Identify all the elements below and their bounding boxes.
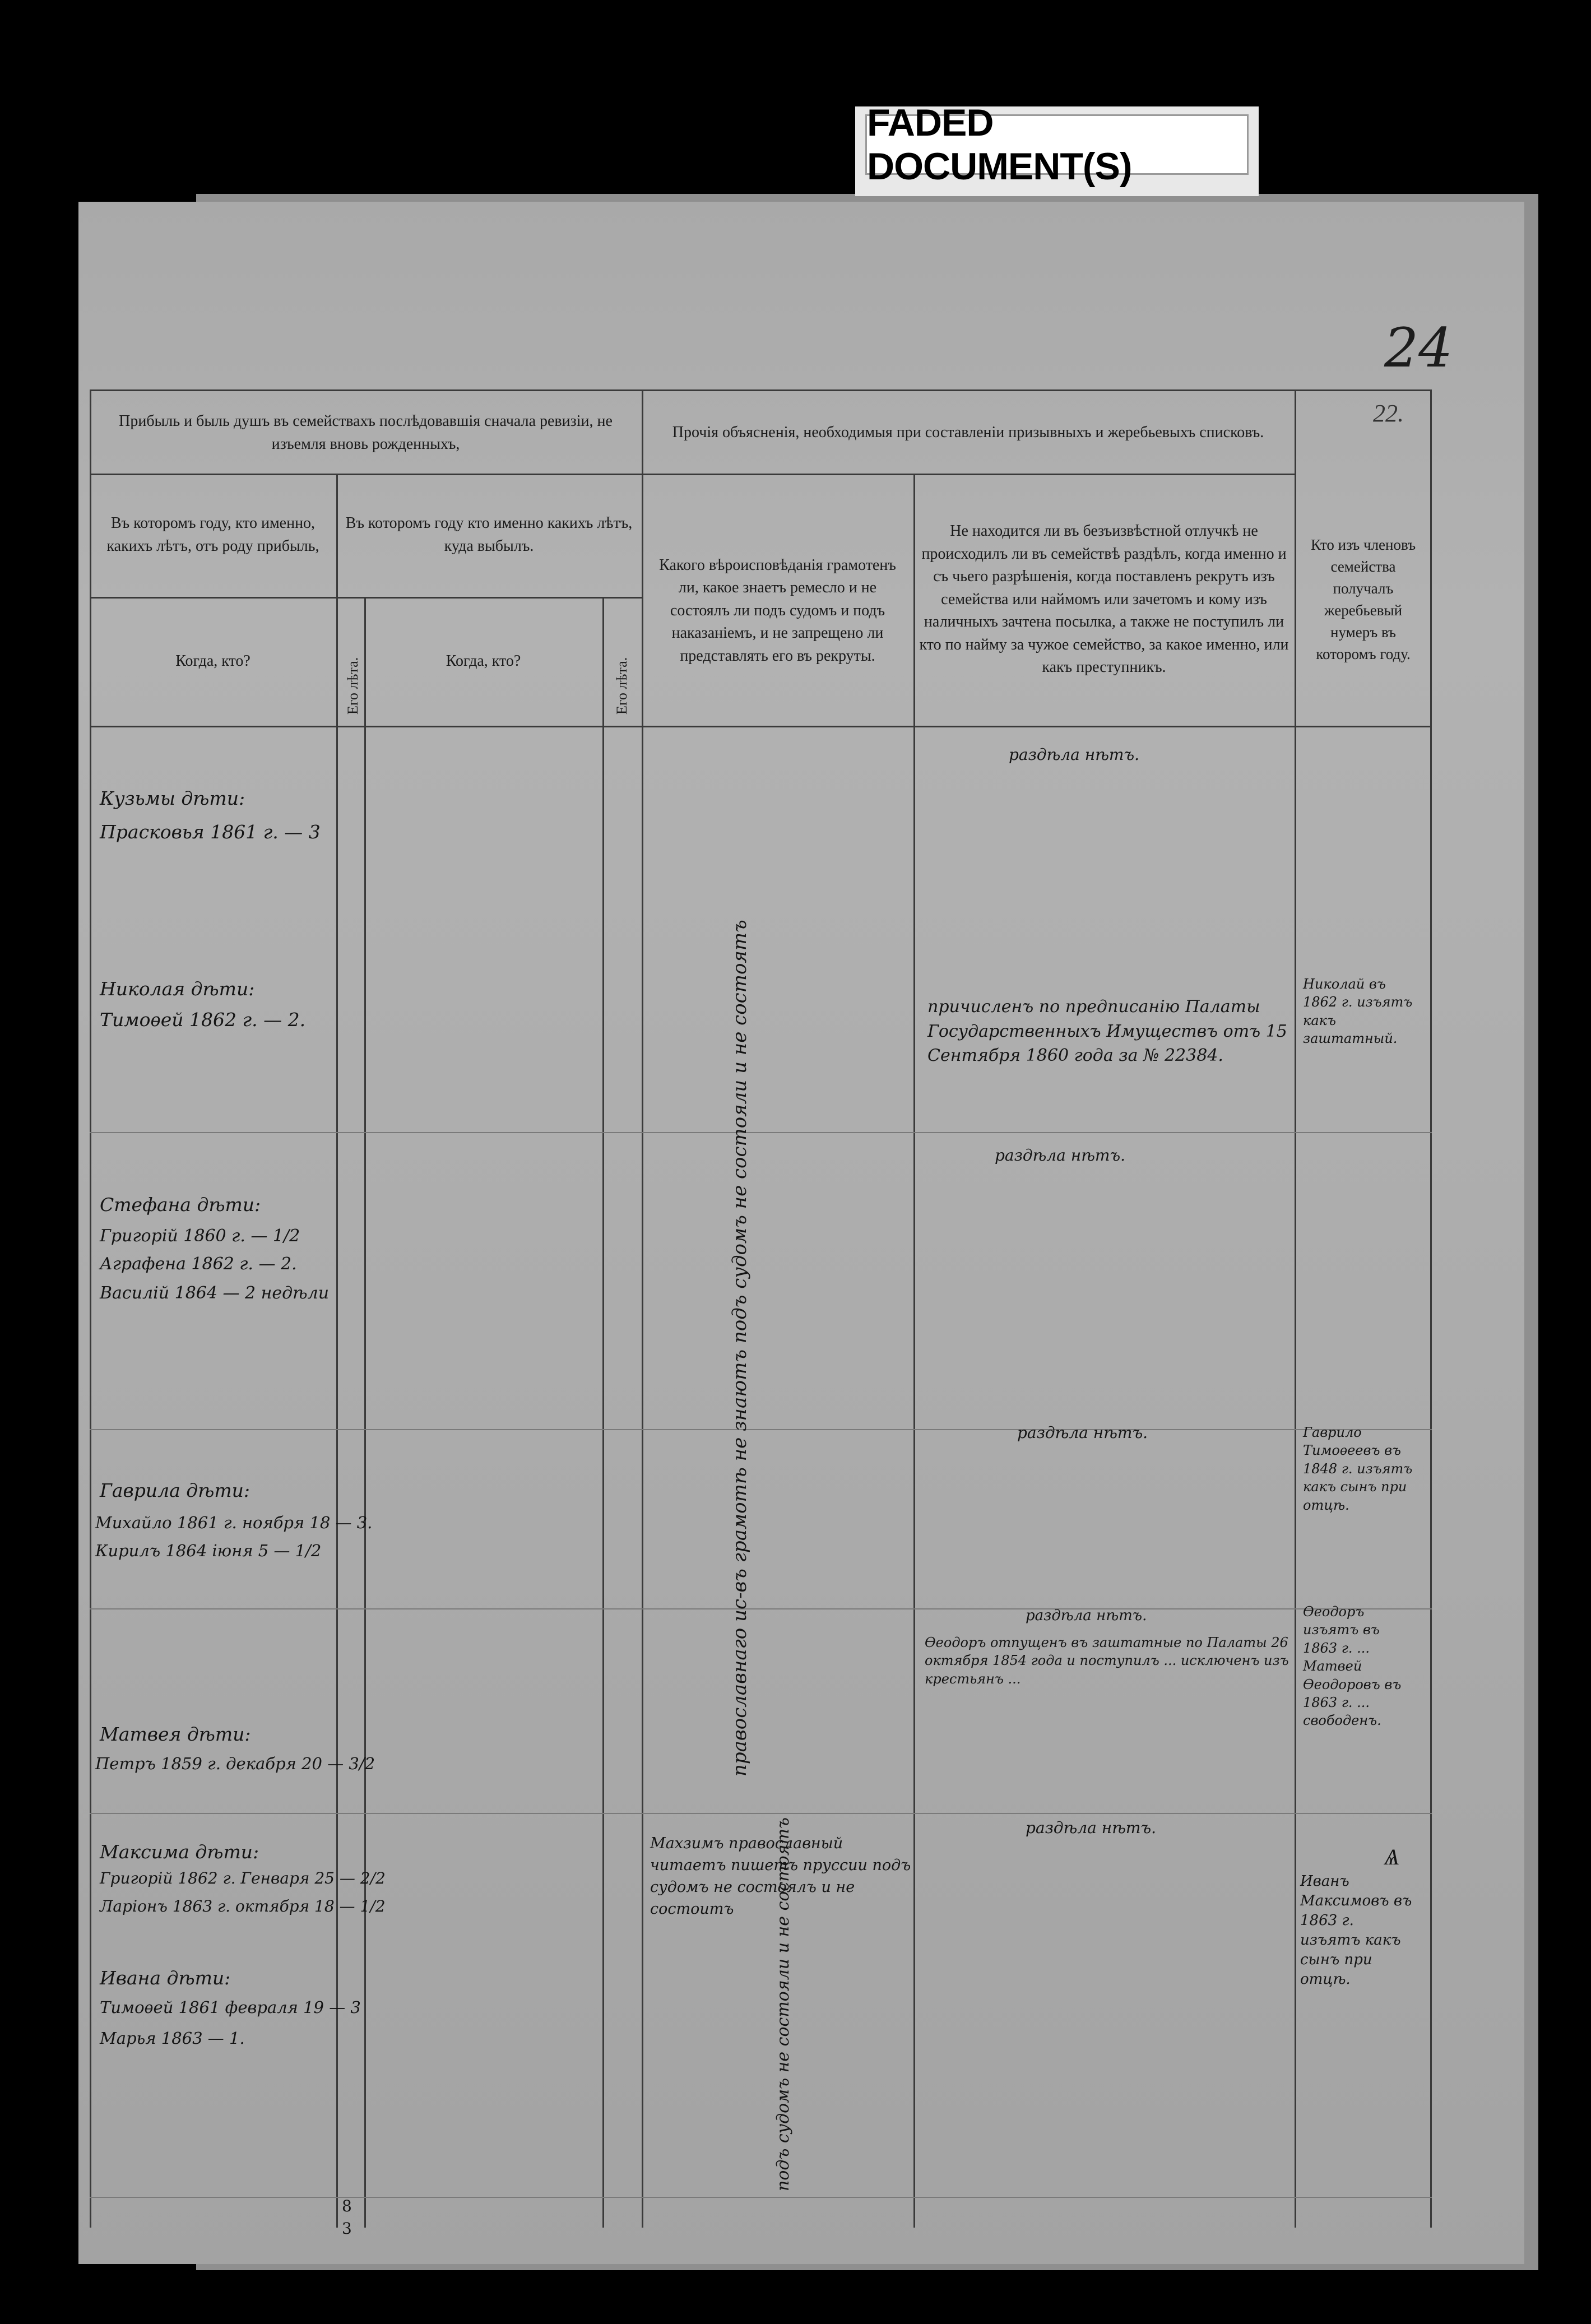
entry-head: Гаврила дѣти:	[100, 1479, 250, 1501]
entry-line: Марья 1863 — 1.	[100, 2029, 245, 2048]
header-arrived: Въ которомъ году, кто именно, какихъ лѣтъ, отъ роду прибыль,	[106, 514, 319, 555]
faded-document-stamp	[855, 101, 1259, 196]
header-religion: Какого вѣроисповѣданія грамотенъ ли, какое знаетъ ремесло и не состоялъ ли подъ судомъ и подъ наказаніемъ, и не запрещено ли представлять его въ рекруты.	[659, 556, 896, 665]
col-divider-age-2	[602, 597, 604, 2228]
lot-note: Ѳеодоръ изъятъ въ 1863 г. ... Матвей Ѳеодоровъ въ 1863 г. ... свободенъ.	[1303, 1604, 1402, 1729]
absence-note: раздѣла нѣтъ.	[1026, 1607, 1147, 1624]
table-right-border	[1430, 389, 1432, 2228]
header-group-left: Прибыль и быль душъ въ семействахъ послѣдовавшія сначала ревизіи, не изъемля вновь рожденныхъ,	[119, 412, 613, 453]
total-value: 8	[342, 2197, 352, 2215]
lot-note: Николай въ 1862 г. изъятъ какъ заштатный.	[1303, 976, 1413, 1047]
col-divider-arrived	[336, 474, 338, 2228]
header-lot: Кто изъ членовъ семейства получалъ жеребьевый нумеръ въ которомъ году.	[1310, 536, 1416, 663]
row-separator	[90, 1429, 1432, 1430]
subheader-underline	[90, 597, 642, 599]
header-age-1: Его лѣта.	[345, 657, 361, 715]
absence-note: Ѳеодоръ отпущенъ въ заштатные по Палаты 26 октября 1854 года и поступилъ ... исключенъ изъ крестьянъ ...	[925, 1635, 1289, 1687]
entry-line: Григорій 1860 г. — 1/2	[100, 1226, 300, 1246]
table-left-border	[90, 389, 91, 2228]
entry-line: Прасковья 1861 г. — 3	[100, 821, 321, 843]
entry-line: Аграфена 1862 г. — 2.	[100, 1254, 297, 1274]
row-separator	[90, 1608, 1432, 1609]
lot-column-divider	[1295, 389, 1296, 2228]
entry-line: Тимоѳей 1861 февраля 19 — 3	[100, 1998, 361, 2017]
group-right-underline	[642, 474, 1295, 475]
religion-note: Махзимъ православный читаетъ пишетъ пруссии подъ судомъ не состоялъ и не состоитъ	[650, 1835, 911, 1918]
absence-note: раздѣла нѣтъ.	[995, 1146, 1126, 1165]
group-divider	[642, 389, 643, 2228]
row-separator	[90, 1132, 1432, 1133]
entry-line: Петръ 1859 г. декабря 20 — 3/2	[95, 1754, 375, 1773]
entry-line: Ларіонъ 1863 г. октября 18 — 1/2	[100, 1897, 386, 1915]
entry-line: Тимоѳей 1862 г. — 2.	[100, 1009, 306, 1031]
entry-head: Максима дѣти:	[100, 1841, 259, 1863]
header-group-right: Прочія объясненія, необходимыя при составленіи призывныхъ и жеребьевыхъ списковъ.	[672, 424, 1264, 442]
col-divider-age-1	[364, 597, 366, 2228]
header-departed: Въ которомъ году кто именно какихъ лѣтъ, куда выбылъ.	[345, 514, 633, 555]
header-bottom-border	[90, 726, 1432, 727]
total-value: 3	[342, 2219, 352, 2238]
religion-note-vertical: подъ судомъ не состояли и не состоятъ	[773, 1817, 793, 2191]
header-absence: Не находится ли въ безъизвѣстной отлучкѣ не происходилъ ли въ семействѣ раздѣлъ, когда именно и съ чьего разрѣшенія, когда поставленъ рекрутъ изъ семейства или наймомъ или зачетомъ и кому изъ наличныхъ зачтена посылка, а также не поступилъ ли кто по найму за чужое семейство, за какое именно, или какъ преступникъ.	[919, 522, 1289, 676]
entry-line: Григорій 1862 г. Генваря 25 — 2/2	[100, 1869, 386, 1887]
lot-note: Иванъ Максимовъ въ 1863 г. изъятъ какъ сынъ при отцѣ.	[1300, 1873, 1412, 1988]
page-index: 22.	[1373, 400, 1404, 427]
entry-head: Ивана дѣти:	[100, 1967, 231, 1989]
entry-head: Матвея дѣти:	[100, 1723, 251, 1745]
entry-head: Николая дѣти:	[100, 978, 255, 1000]
lot-note: Гаврило Тимоѳеевъ въ 1848 г. изъятъ какъ сынъ при отцѣ.	[1303, 1425, 1413, 1513]
ledger-table	[90, 389, 1432, 2228]
row-separator	[90, 2197, 1432, 2198]
col-divider-religion	[913, 474, 915, 2228]
entry-head: Кузьмы дѣти:	[100, 787, 245, 809]
religion-note-vertical: православнаго ис-въ грамотѣ не знаютъ подъ судомъ не состояли и не состоятъ	[729, 920, 751, 1776]
lot-mark: Ѧ	[1384, 1844, 1400, 1870]
group-left-underline	[90, 474, 642, 475]
row-separator	[90, 1813, 1432, 1814]
entry-head: Стефана дѣти:	[100, 1194, 261, 1216]
entry-line: Михайло 1861 г. ноября 18 — 3.	[95, 1513, 373, 1532]
header-when-who-2: Когда, кто?	[446, 652, 521, 670]
absence-note: причисленъ по предписанію Палаты Государственныхъ Имуществъ отъ 15 Сентября 1860 года за № 22384.	[927, 997, 1287, 1065]
entry-line: Василій 1864 — 2 недѣли	[100, 1283, 330, 1303]
stamp-label: FADED DOCUMENT(S)	[865, 114, 1249, 175]
header-age-2: Его лѣта.	[614, 657, 630, 715]
page-number: 24	[1384, 317, 1453, 379]
table-top-border	[90, 389, 1432, 391]
absence-note: раздѣла нѣтъ.	[1017, 1423, 1148, 1442]
absence-note: раздѣла нѣтъ.	[1009, 745, 1140, 764]
absence-note: раздѣла нѣтъ.	[1026, 1819, 1157, 1837]
header-when-who-1: Когда, кто?	[175, 652, 251, 670]
entry-line: Кирилъ 1864 іюня 5 — 1/2	[95, 1541, 322, 1560]
